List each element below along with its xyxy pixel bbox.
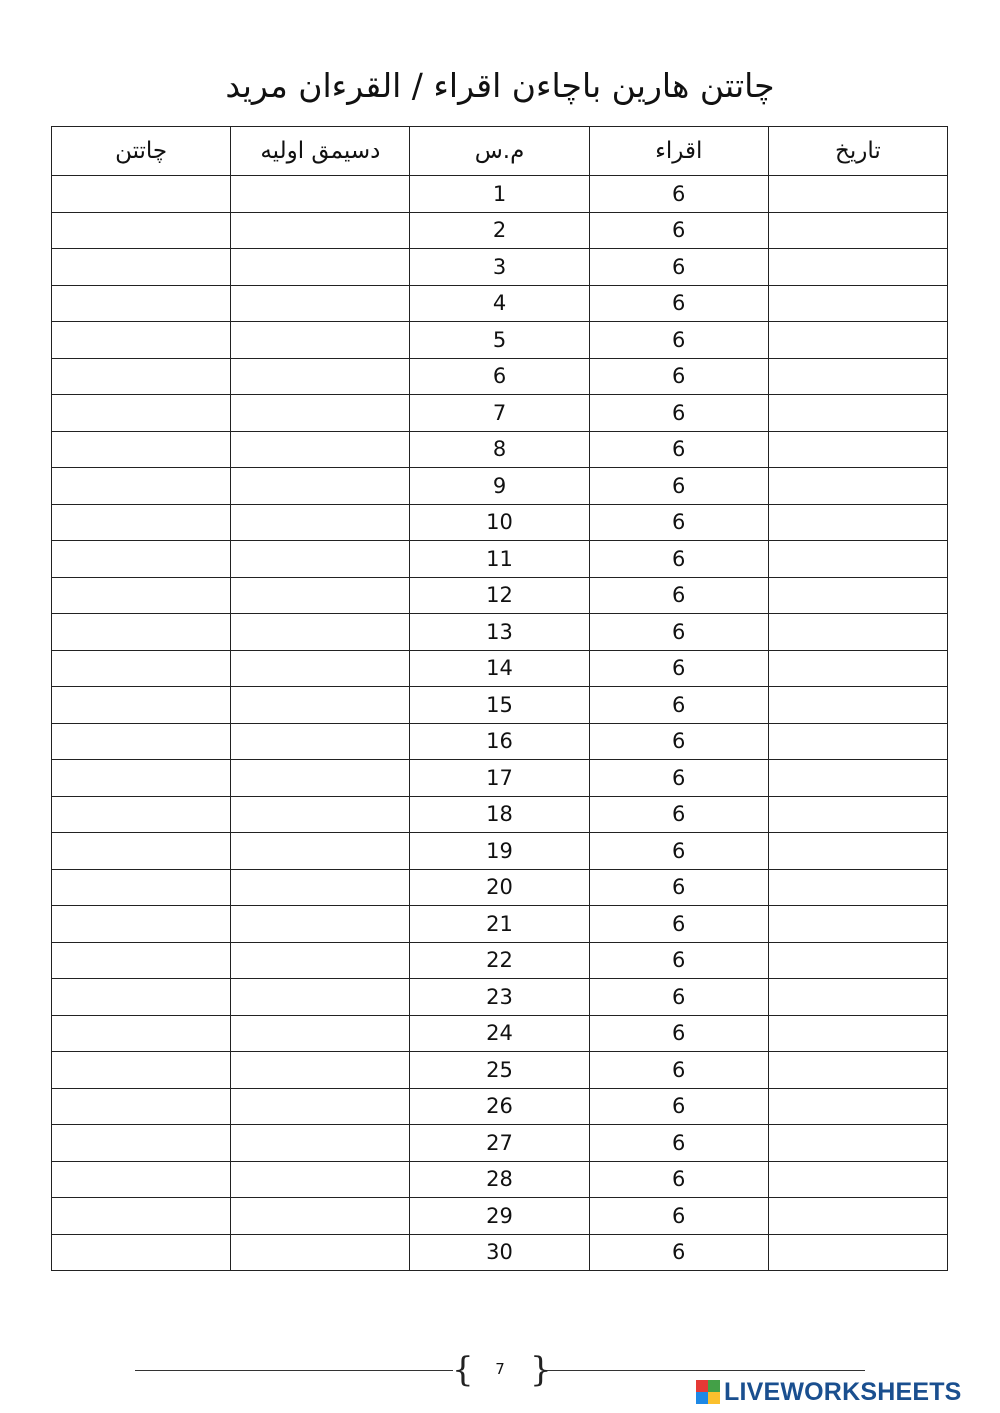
table-row [52,541,948,578]
footer-brace-close: } [530,1350,552,1390]
table-row [52,906,948,943]
date-cell[interactable] [768,942,947,979]
table-row [52,979,948,1016]
notes-cell[interactable] [52,1125,231,1162]
iqra-cell: 6 [589,1198,768,1235]
checked-by-cell[interactable] [231,577,410,614]
notes-cell[interactable] [52,979,231,1016]
notes-cell[interactable] [52,285,231,322]
page-cell: 27 [410,1125,589,1162]
date-cell[interactable] [768,833,947,870]
header-date: تاريخ [768,127,947,176]
checked-by-cell[interactable] [231,322,410,359]
page-cell: 19 [410,833,589,870]
date-cell[interactable] [768,285,947,322]
notes-cell[interactable] [52,1161,231,1198]
checked-by-cell[interactable] [231,687,410,724]
page-cell: 21 [410,906,589,943]
table-row [52,869,948,906]
notes-cell[interactable] [52,395,231,432]
checked-by-cell[interactable] [231,796,410,833]
iqra-cell: 6 [589,504,768,541]
date-cell[interactable] [768,796,947,833]
iqra-cell: 6 [589,431,768,468]
date-cell[interactable] [768,1234,947,1271]
table-row [52,687,948,724]
reading-log-table [51,126,948,1271]
page-cell: 17 [410,760,589,797]
table-row [52,1198,948,1235]
table-row [52,1088,948,1125]
iqra-cell: 6 [589,176,768,213]
table-row [52,249,948,286]
table-row [52,395,948,432]
page-cell: 26 [410,1088,589,1125]
iqra-cell: 6 [589,358,768,395]
iqra-cell: 6 [589,614,768,651]
checked-by-cell[interactable] [231,431,410,468]
iqra-cell: 6 [589,249,768,286]
page-cell: 2 [410,212,589,249]
notes-cell[interactable] [52,833,231,870]
checked-by-cell[interactable] [231,176,410,213]
notes-cell[interactable] [52,796,231,833]
iqra-cell: 6 [589,687,768,724]
page-cell: 7 [410,395,589,432]
page-cell: 5 [410,322,589,359]
page-cell: 10 [410,504,589,541]
date-cell[interactable] [768,979,947,1016]
brand-logo-cell [696,1380,708,1392]
table-row [52,322,948,359]
checked-by-cell[interactable] [231,358,410,395]
date-cell[interactable] [768,869,947,906]
checked-by-cell[interactable] [231,1234,410,1271]
checked-by-cell[interactable] [231,833,410,870]
brand-logo-cell [708,1380,720,1392]
checked-by-cell[interactable] [231,869,410,906]
iqra-cell: 6 [589,723,768,760]
table-row [52,176,948,213]
header-iqra: اقراء [589,127,768,176]
iqra-cell: 6 [589,1052,768,1089]
notes-cell[interactable] [52,176,231,213]
page-cell: 4 [410,285,589,322]
date-cell[interactable] [768,504,947,541]
iqra-cell: 6 [589,1088,768,1125]
page-title: چاتتن هارين باچاءن اقراء / القرءان مريد [225,66,775,105]
date-cell[interactable] [768,1198,947,1235]
table-row [52,614,948,651]
table-row [52,431,948,468]
iqra-cell: 6 [589,577,768,614]
iqra-cell: 6 [589,650,768,687]
date-cell[interactable] [768,541,947,578]
notes-cell[interactable] [52,212,231,249]
date-cell[interactable] [768,614,947,651]
notes-cell[interactable] [52,760,231,797]
table-row [52,577,948,614]
table-row [52,504,948,541]
notes-cell[interactable] [52,577,231,614]
notes-cell[interactable] [52,906,231,943]
table-body [52,176,948,1271]
page-cell: 23 [410,979,589,1016]
iqra-cell: 6 [589,833,768,870]
iqra-cell: 6 [589,796,768,833]
date-cell[interactable] [768,322,947,359]
header-notes: چاتتن [52,127,231,176]
checked-by-cell[interactable] [231,906,410,943]
date-cell[interactable] [768,176,947,213]
notes-cell[interactable] [52,723,231,760]
page-cell: 1 [410,176,589,213]
checked-by-cell[interactable] [231,468,410,505]
date-cell[interactable] [768,906,947,943]
page-cell: 14 [410,650,589,687]
table-row [52,796,948,833]
iqra-cell: 6 [589,942,768,979]
checked-by-cell[interactable] [231,541,410,578]
page-cell: 13 [410,614,589,651]
notes-cell[interactable] [52,687,231,724]
date-cell[interactable] [768,687,947,724]
notes-cell[interactable] [52,1052,231,1089]
checked-by-cell[interactable] [231,760,410,797]
page-cell: 22 [410,942,589,979]
notes-cell[interactable] [52,1198,231,1235]
date-cell[interactable] [768,358,947,395]
checked-by-cell[interactable] [231,504,410,541]
date-cell[interactable] [768,1052,947,1089]
page-cell: 3 [410,249,589,286]
table-row [52,760,948,797]
checked-by-cell[interactable] [231,212,410,249]
page-cell: 6 [410,358,589,395]
checked-by-cell[interactable] [231,1161,410,1198]
brand-logo-cell [708,1392,720,1404]
date-cell[interactable] [768,1088,947,1125]
footer-brace-open: { [452,1350,474,1390]
date-cell[interactable] [768,650,947,687]
page-cell: 29 [410,1198,589,1235]
page-cell: 18 [410,796,589,833]
notes-cell[interactable] [52,541,231,578]
date-cell[interactable] [768,577,947,614]
page-cell: 16 [410,723,589,760]
page-cell: 11 [410,541,589,578]
date-cell[interactable] [768,468,947,505]
iqra-cell: 6 [589,1161,768,1198]
table-row [52,833,948,870]
notes-cell[interactable] [52,1088,231,1125]
iqra-cell: 6 [589,395,768,432]
notes-cell[interactable] [52,431,231,468]
table-row [52,1161,948,1198]
checked-by-cell[interactable] [231,723,410,760]
notes-cell[interactable] [52,468,231,505]
date-cell[interactable] [768,1125,947,1162]
page-number: 7 [495,1360,505,1378]
brand-logo-icon [696,1380,720,1404]
page-cell: 20 [410,869,589,906]
date-cell[interactable] [768,431,947,468]
table-row [52,1015,948,1052]
date-cell[interactable] [768,395,947,432]
iqra-cell: 6 [589,906,768,943]
checked-by-cell[interactable] [231,650,410,687]
notes-cell[interactable] [52,1015,231,1052]
page-cell: 8 [410,431,589,468]
header-page: م.س [410,127,589,176]
date-cell[interactable] [768,249,947,286]
iqra-cell: 6 [589,1015,768,1052]
checked-by-cell[interactable] [231,285,410,322]
table-row [52,1125,948,1162]
notes-cell[interactable] [52,249,231,286]
iqra-cell: 6 [589,979,768,1016]
checked-by-cell[interactable] [231,1125,410,1162]
notes-cell[interactable] [52,869,231,906]
iqra-cell: 6 [589,1125,768,1162]
page-cell: 28 [410,1161,589,1198]
checked-by-cell[interactable] [231,1088,410,1125]
date-cell[interactable] [768,723,947,760]
page-cell: 25 [410,1052,589,1089]
checked-by-cell[interactable] [231,1198,410,1235]
notes-cell[interactable] [52,322,231,359]
footer-rule-right [545,1370,865,1371]
iqra-cell: 6 [589,468,768,505]
checked-by-cell[interactable] [231,249,410,286]
iqra-cell: 6 [589,541,768,578]
checked-by-cell[interactable] [231,1015,410,1052]
brand-text: LIVEWORKSHEETS [724,1377,962,1406]
table-row [52,1052,948,1089]
date-cell[interactable] [768,760,947,797]
table-row [52,1234,948,1271]
iqra-cell: 6 [589,212,768,249]
table-row [52,942,948,979]
footer-rule-left [135,1370,453,1371]
notes-cell[interactable] [52,1234,231,1271]
brand-logo-cell [696,1392,708,1404]
checked-by-cell[interactable] [231,395,410,432]
table-row [52,723,948,760]
page-cell: 12 [410,577,589,614]
header-checked-by: دسيمق اوليه [231,127,410,176]
table-row [52,358,948,395]
table-row [52,212,948,249]
table-row [52,285,948,322]
checked-by-cell[interactable] [231,942,410,979]
page-cell: 9 [410,468,589,505]
date-cell[interactable] [768,212,947,249]
iqra-cell: 6 [589,322,768,359]
table-header-row [52,127,948,176]
checked-by-cell[interactable] [231,1052,410,1089]
notes-cell[interactable] [52,650,231,687]
page-cell: 30 [410,1234,589,1271]
notes-cell[interactable] [52,614,231,651]
checked-by-cell[interactable] [231,614,410,651]
date-cell[interactable] [768,1161,947,1198]
iqra-cell: 6 [589,1234,768,1271]
notes-cell[interactable] [52,358,231,395]
page-cell: 15 [410,687,589,724]
checked-by-cell[interactable] [231,979,410,1016]
date-cell[interactable] [768,1015,947,1052]
liveworksheets-brand[interactable] [696,1378,962,1406]
page-cell: 24 [410,1015,589,1052]
iqra-cell: 6 [589,869,768,906]
iqra-cell: 6 [589,760,768,797]
table-row [52,650,948,687]
notes-cell[interactable] [52,942,231,979]
iqra-cell: 6 [589,285,768,322]
table-row [52,468,948,505]
notes-cell[interactable] [52,504,231,541]
